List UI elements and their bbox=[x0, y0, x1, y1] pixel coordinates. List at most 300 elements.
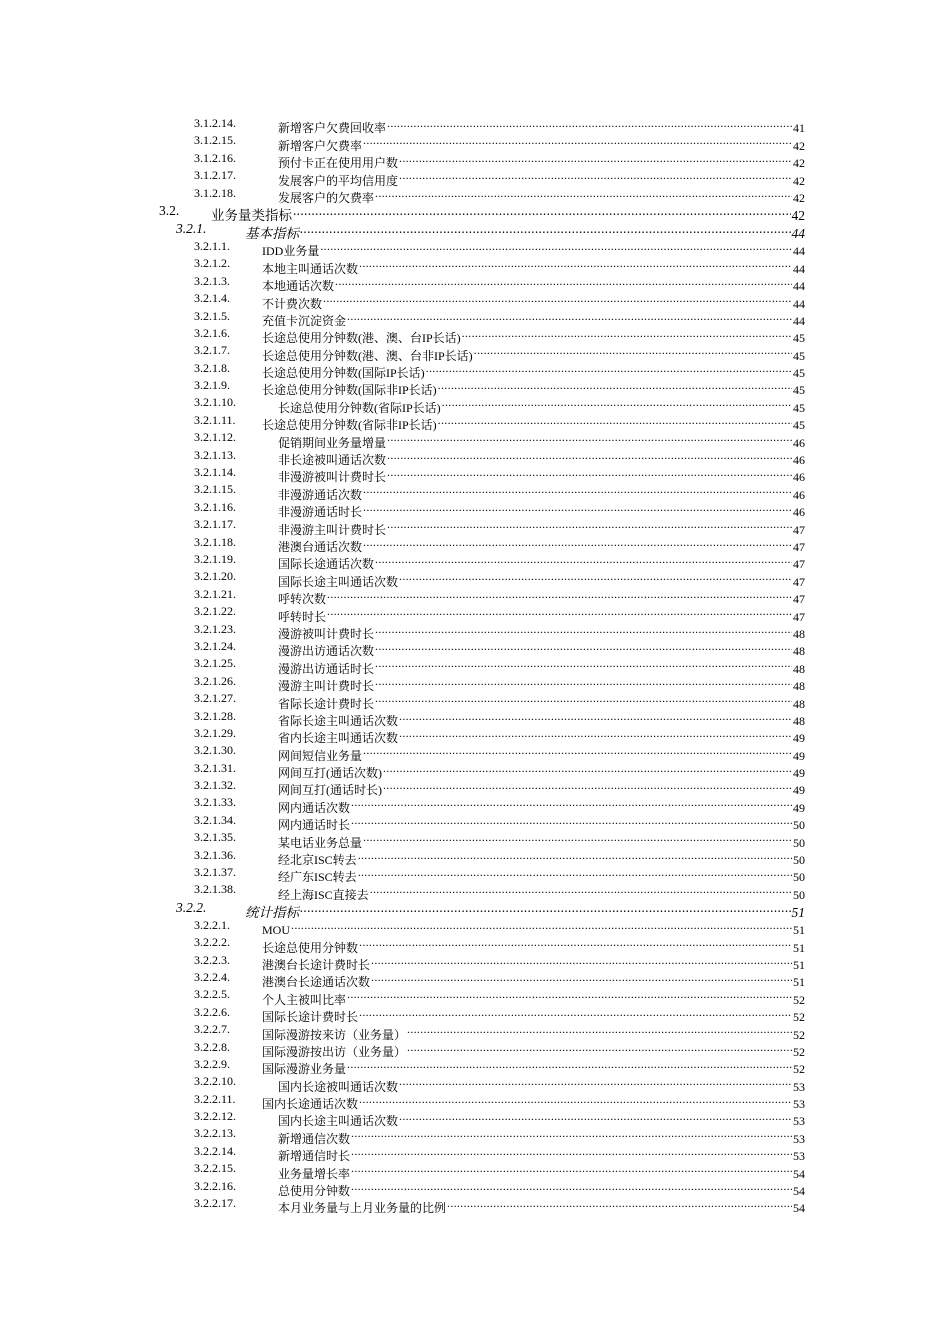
toc-entry[interactable] bbox=[0, 603, 950, 624]
toc-entry-number: 3.2.1.33. bbox=[194, 795, 236, 810]
dot-leader bbox=[387, 516, 792, 533]
toc-entry[interactable] bbox=[0, 621, 950, 641]
toc-entry[interactable] bbox=[0, 1178, 950, 1199]
toc-entry-title: 新增客户欠费回收率 bbox=[278, 121, 387, 136]
toc-entry-title: 某电话业务总量 bbox=[278, 835, 363, 850]
dot-leader bbox=[375, 655, 792, 672]
toc-entry[interactable] bbox=[0, 829, 950, 850]
dot-leader bbox=[407, 1021, 792, 1038]
toc-entry-number: 3.1.2.16. bbox=[194, 150, 236, 165]
toc-entry-number: 3.2.1.6. bbox=[194, 325, 230, 340]
dot-leader bbox=[351, 1160, 792, 1177]
toc-entry[interactable] bbox=[0, 917, 950, 938]
dot-leader bbox=[358, 864, 792, 881]
toc-entry-title: 网内通话次数 bbox=[278, 800, 351, 815]
toc-entry-title: 长途总使用分钟数(省际IP长话) bbox=[278, 400, 441, 415]
toc-entry-page-number: 44 bbox=[793, 313, 805, 328]
toc-entry-title: 港澳台通话次数 bbox=[278, 539, 363, 554]
toc-entry-page-number: 41 bbox=[793, 121, 805, 136]
toc-entry[interactable] bbox=[0, 325, 950, 346]
dot-leader bbox=[363, 132, 792, 149]
dot-leader bbox=[351, 794, 792, 811]
toc-entry-number: 3.1.2.17. bbox=[194, 168, 236, 183]
toc-entry-page-number: 47 bbox=[793, 609, 805, 624]
toc-entry-title: 长途总使用分钟数 bbox=[262, 940, 359, 955]
toc-entry-number: 3.2.1.32. bbox=[194, 778, 236, 793]
dot-leader bbox=[327, 603, 792, 620]
toc-entry-number: 3.2.2.8. bbox=[194, 1039, 230, 1054]
toc-entry-title: 呼转次数 bbox=[278, 592, 327, 607]
dot-leader bbox=[399, 708, 792, 725]
toc-entry[interactable] bbox=[0, 481, 950, 502]
toc-entry-title: 国际漫游按来访（业务量） bbox=[262, 1027, 407, 1042]
toc-entry[interactable] bbox=[0, 586, 950, 607]
toc-entry[interactable] bbox=[0, 1125, 950, 1146]
toc-entry[interactable] bbox=[0, 708, 950, 728]
toc-entry[interactable] bbox=[0, 238, 950, 259]
toc-entry-title: 充值卡沉淀资金 bbox=[262, 313, 347, 328]
dot-leader bbox=[387, 429, 792, 446]
toc-entry-title: 呼转时长 bbox=[278, 609, 327, 624]
toc-entry-title: 非漫游通话次数 bbox=[278, 487, 363, 502]
toc-entry[interactable] bbox=[0, 847, 950, 868]
toc-entry-number: 3.2.2.10. bbox=[194, 1074, 236, 1089]
toc-entry[interactable] bbox=[0, 952, 950, 972]
toc-entry-number: 3.2.1.24. bbox=[194, 638, 236, 653]
toc-entry-page-number: 47 bbox=[793, 522, 805, 537]
toc-entry-number: 3.2.1.20. bbox=[194, 569, 236, 584]
toc-entry-number: 3.2.1.25. bbox=[194, 656, 236, 671]
toc-entry-number: 3.2.1.23. bbox=[194, 621, 236, 636]
toc-entry-title: 非漫游被叫计费时长 bbox=[278, 470, 387, 485]
toc-entry-title: 省际长途计费时长 bbox=[278, 696, 375, 711]
toc-entry[interactable] bbox=[0, 273, 950, 294]
toc-entry-page-number: 44 bbox=[793, 244, 805, 259]
toc-entry-number: 3.2.2.15. bbox=[194, 1161, 236, 1176]
toc-entry-number: 3.2.2.13. bbox=[194, 1126, 236, 1141]
toc-entry[interactable] bbox=[0, 447, 950, 468]
toc-entry-title: 港澳台长途通话次数 bbox=[262, 975, 371, 990]
toc-entry-number: 3.2.2.4. bbox=[194, 969, 230, 984]
toc-entry-number: 3.2.1.3. bbox=[194, 273, 230, 288]
toc-entry-number: 3.2.1.35. bbox=[194, 830, 236, 845]
toc-entry-title: 国际长途主叫通话次数 bbox=[278, 574, 399, 589]
toc-entry-page-number: 49 bbox=[793, 731, 805, 746]
toc-entry-page-number: 48 bbox=[793, 626, 805, 641]
toc-entry-page-number: 45 bbox=[793, 331, 805, 346]
toc-entry-title: 业务量增长率 bbox=[278, 1166, 351, 1181]
toc-entry-page-number: 52 bbox=[793, 1027, 805, 1042]
toc-entry[interactable] bbox=[0, 760, 950, 781]
dot-leader bbox=[363, 534, 792, 551]
toc-entry-page-number: 46 bbox=[793, 435, 805, 450]
dot-leader bbox=[375, 551, 792, 568]
toc-entry-number: 3.2.2.5. bbox=[194, 987, 230, 1002]
toc-entry[interactable] bbox=[0, 220, 950, 241]
dot-leader bbox=[375, 621, 792, 638]
toc-entry-title: 发展客户的欠费率 bbox=[278, 190, 375, 205]
dot-leader bbox=[323, 290, 792, 307]
dot-leader bbox=[359, 934, 792, 951]
toc-entry-title: 国际漫游按出访（业务量） bbox=[262, 1044, 407, 1059]
toc-entry-title: 长途总使用分钟数(港、澳、台非IP长话) bbox=[262, 348, 473, 363]
toc-entry-page-number: 49 bbox=[793, 783, 805, 798]
toc-entry[interactable] bbox=[0, 412, 950, 433]
toc-entry-title: 漫游出访通话时长 bbox=[278, 661, 375, 676]
toc-entry-number: 3.2.1.30. bbox=[194, 743, 236, 758]
toc-entry-title: 漫游主叫计费时长 bbox=[278, 679, 375, 694]
dot-leader bbox=[426, 360, 792, 377]
dot-leader bbox=[293, 202, 791, 220]
dot-leader bbox=[358, 847, 792, 864]
toc-entry-number: 3.2.2.3. bbox=[194, 952, 230, 967]
toc-entry-page-number: 51 bbox=[793, 940, 805, 955]
dot-leader bbox=[335, 273, 792, 290]
toc-entry[interactable] bbox=[0, 1056, 950, 1077]
toc-entry[interactable] bbox=[0, 899, 950, 920]
dot-leader bbox=[438, 377, 792, 394]
toc-entry[interactable] bbox=[0, 150, 950, 171]
dot-leader bbox=[387, 115, 792, 132]
toc-entry[interactable] bbox=[0, 742, 950, 763]
toc-entry-title: 漫游出访通话次数 bbox=[278, 644, 375, 659]
toc-entry-number: 3.2.1.34. bbox=[194, 812, 236, 827]
toc-entry-number: 3.1.2.15. bbox=[194, 133, 236, 148]
dot-leader bbox=[399, 167, 792, 184]
toc-entry-page-number: 45 bbox=[793, 348, 805, 363]
toc-entry[interactable] bbox=[0, 881, 950, 902]
toc-entry[interactable] bbox=[0, 342, 950, 363]
toc-entry[interactable] bbox=[0, 377, 950, 398]
toc-entry-page-number: 48 bbox=[793, 713, 805, 728]
toc-entry-title: 预付卡正在使用用户数 bbox=[278, 156, 399, 171]
toc-entry-title: 新增通信时长 bbox=[278, 1149, 351, 1164]
toc-entry-number: 3.2.1.17. bbox=[194, 517, 236, 532]
toc-entry-page-number: 42 bbox=[793, 173, 805, 188]
toc-entry-number: 3.2.1.37. bbox=[194, 865, 236, 880]
toc-entry-page-number: 51 bbox=[793, 975, 805, 990]
toc-entry[interactable] bbox=[0, 255, 950, 276]
toc-entry-title: 本月业务量与上月业务量的比例 bbox=[278, 1201, 447, 1216]
toc-entry-title: 经广东ISC转去 bbox=[278, 870, 357, 885]
dot-leader bbox=[387, 447, 792, 464]
toc-entry-title: MOU bbox=[262, 923, 291, 938]
toc-entry-page-number: 47 bbox=[793, 557, 805, 572]
toc-entry[interactable] bbox=[0, 812, 950, 833]
dot-leader bbox=[347, 986, 792, 1003]
dot-leader bbox=[351, 1125, 792, 1142]
toc-entry[interactable] bbox=[0, 534, 950, 554]
dot-leader bbox=[371, 969, 792, 986]
toc-entry-number: 3.2.1.18. bbox=[194, 534, 236, 549]
toc-entry-title: 网内通话时长 bbox=[278, 818, 351, 833]
toc-entry-title: 业务量类指标 bbox=[211, 207, 292, 223]
dot-leader bbox=[399, 1073, 792, 1090]
toc-entry-page-number: 49 bbox=[793, 748, 805, 763]
toc-entry-page-number: 51 bbox=[793, 957, 805, 972]
toc-entry-title: 长途总使用分钟数(港、澳、台IP长话) bbox=[262, 331, 461, 346]
dot-leader bbox=[363, 829, 792, 846]
toc-entry-number: 3.2.2.12. bbox=[194, 1109, 236, 1124]
toc-entry-page-number: 54 bbox=[793, 1184, 805, 1199]
toc-entry[interactable] bbox=[0, 464, 950, 485]
toc-entry-title: 个人主被叫比率 bbox=[262, 992, 347, 1007]
dot-leader bbox=[383, 777, 792, 794]
toc-entry-title: 基本指标 bbox=[245, 225, 299, 241]
toc-entry[interactable] bbox=[0, 185, 950, 205]
toc-entry-title: 长途总使用分钟数(省际非IP长话) bbox=[262, 418, 437, 433]
toc-entry-title: 国际长途计费时长 bbox=[262, 1010, 359, 1025]
toc-entry-number: 3.2.1.38. bbox=[194, 882, 236, 897]
dot-leader bbox=[407, 1039, 792, 1056]
toc-entry-number: 3.2.1.1. bbox=[194, 238, 230, 253]
toc-entry-number: 3.2.1.16. bbox=[194, 499, 236, 514]
toc-entry-page-number: 52 bbox=[793, 1062, 805, 1077]
toc-entry[interactable] bbox=[0, 1160, 950, 1181]
toc-entry-page-number: 49 bbox=[793, 800, 805, 815]
toc-entry[interactable] bbox=[0, 429, 950, 450]
dot-leader bbox=[399, 150, 792, 167]
dot-leader bbox=[359, 1004, 792, 1021]
toc-entry-page-number: 46 bbox=[793, 470, 805, 485]
toc-entry-page-number: 48 bbox=[793, 696, 805, 711]
toc-entry-title: 国际漫游业务量 bbox=[262, 1062, 347, 1077]
dot-leader bbox=[300, 899, 791, 917]
dot-leader bbox=[375, 673, 792, 690]
toc-entry-number: 3.2.1.2. bbox=[194, 256, 230, 271]
toc-entry[interactable] bbox=[0, 1091, 950, 1112]
toc-entry-number: 3.2.1.21. bbox=[194, 586, 236, 601]
toc-entry[interactable] bbox=[0, 934, 950, 955]
toc-entry-title: 非漫游主叫计费时长 bbox=[278, 522, 387, 537]
toc-entry[interactable] bbox=[0, 132, 950, 153]
toc-entry-page-number: 48 bbox=[793, 679, 805, 694]
toc-entry-title: 网间短信业务量 bbox=[278, 748, 363, 763]
dot-leader bbox=[347, 1056, 792, 1073]
toc-entry-title: 港澳台长途计费时长 bbox=[262, 957, 371, 972]
toc-entry-number: 3.2.1.28. bbox=[194, 708, 236, 723]
toc-entry[interactable] bbox=[0, 568, 950, 589]
toc-entry-page-number: 52 bbox=[793, 1044, 805, 1059]
toc-entry-number: 3.2.2. bbox=[176, 899, 207, 915]
toc-entry-page-number: 47 bbox=[793, 539, 805, 554]
toc-entry-page-number: 48 bbox=[793, 644, 805, 659]
toc-entry-page-number: 46 bbox=[793, 487, 805, 502]
toc-entry-number: 3.1.2.14. bbox=[194, 116, 236, 130]
toc-entry[interactable] bbox=[0, 794, 950, 815]
toc-entry-title: 本地主叫通话次数 bbox=[262, 261, 359, 276]
toc-entry-number: 3.2.1.22. bbox=[194, 604, 236, 619]
toc-entry-title: 国内长途主叫通话次数 bbox=[278, 1114, 399, 1129]
toc-entry-number: 3.2.1.5. bbox=[194, 308, 230, 323]
toc-entry[interactable] bbox=[0, 1073, 950, 1094]
toc-entry-page-number: 50 bbox=[793, 887, 805, 902]
toc-entry[interactable] bbox=[0, 394, 950, 415]
toc-entry[interactable] bbox=[0, 167, 950, 188]
dot-leader bbox=[351, 1178, 792, 1195]
table-of-contents bbox=[0, 115, 950, 1216]
toc-entry[interactable] bbox=[0, 777, 950, 798]
toc-entry-title: 国际长途通话次数 bbox=[278, 557, 375, 572]
dot-leader bbox=[363, 742, 792, 759]
dot-leader bbox=[375, 638, 792, 655]
toc-entry-title: 省内长途主叫通话次数 bbox=[278, 731, 399, 746]
toc-entry[interactable] bbox=[0, 360, 950, 381]
toc-entry-number: 3.2.1.10. bbox=[194, 395, 236, 410]
toc-entry-page-number: 50 bbox=[793, 818, 805, 833]
dot-leader bbox=[399, 725, 792, 742]
toc-entry-title: 经北京ISC转去 bbox=[278, 853, 357, 868]
toc-entry[interactable] bbox=[0, 1195, 950, 1216]
toc-entry-page-number: 53 bbox=[793, 1097, 805, 1112]
toc-entry-page-number: 50 bbox=[793, 870, 805, 885]
dot-leader bbox=[462, 325, 792, 342]
toc-entry-number: 3.2.2.17. bbox=[194, 1196, 236, 1211]
toc-entry-number: 3.2.2.7. bbox=[194, 1022, 230, 1037]
toc-entry-number: 3.2.2.6. bbox=[194, 1004, 230, 1019]
toc-entry-number: 3.2.1.26. bbox=[194, 673, 236, 688]
toc-entry-page-number: 52 bbox=[793, 992, 805, 1007]
toc-entry-number: 3.2.1.8. bbox=[194, 360, 230, 375]
toc-entry[interactable] bbox=[0, 202, 950, 223]
toc-entry-title: 不计费次数 bbox=[262, 296, 323, 311]
toc-entry-number: 3.2.1. bbox=[176, 220, 207, 236]
dot-leader bbox=[320, 238, 792, 255]
toc-entry-title: 发展客户的平均信用度 bbox=[278, 173, 399, 188]
dot-leader bbox=[370, 881, 792, 898]
dot-leader bbox=[359, 1091, 792, 1108]
toc-entry-page-number: 50 bbox=[793, 853, 805, 868]
toc-entry-number: 3.1.2.18. bbox=[194, 185, 236, 200]
toc-entry-title: 总使用分钟数 bbox=[278, 1184, 351, 1199]
toc-entry-page-number: 53 bbox=[793, 1149, 805, 1164]
toc-entry-number: 3.2.1.15. bbox=[194, 482, 236, 497]
toc-entry-page-number: 45 bbox=[793, 418, 805, 433]
toc-entry-title: 漫游被叫计费时长 bbox=[278, 626, 375, 641]
toc-entry-title: IDD业务量 bbox=[262, 244, 320, 259]
dot-leader bbox=[300, 220, 791, 238]
toc-entry-page-number: 54 bbox=[793, 1201, 805, 1216]
toc-entry[interactable] bbox=[0, 499, 950, 520]
dot-leader bbox=[399, 568, 792, 585]
toc-entry-page-number: 47 bbox=[793, 592, 805, 607]
toc-entry[interactable] bbox=[0, 1039, 950, 1059]
toc-entry[interactable] bbox=[0, 969, 950, 990]
toc-entry[interactable] bbox=[0, 551, 950, 572]
toc-entry-number: 3.2.1.13. bbox=[194, 447, 236, 462]
toc-entry[interactable] bbox=[0, 655, 950, 676]
toc-entry-page-number: 47 bbox=[793, 574, 805, 589]
toc-entry-page-number: 42 bbox=[793, 138, 805, 153]
toc-entry-page-number: 53 bbox=[793, 1114, 805, 1129]
toc-entry-page-number: 44 bbox=[793, 279, 805, 294]
toc-entry-number: 3.2.2.11. bbox=[194, 1091, 236, 1106]
toc-entry-number: 3.2.1.14. bbox=[194, 465, 236, 480]
toc-entry-page-number: 42 bbox=[793, 190, 805, 205]
toc-entry-page-number: 53 bbox=[793, 1079, 805, 1094]
toc-entry-page-number: 46 bbox=[793, 453, 805, 468]
toc-entry-page-number: 44 bbox=[793, 296, 805, 311]
dot-leader bbox=[351, 1143, 792, 1160]
toc-entry[interactable] bbox=[0, 1021, 950, 1042]
toc-entry[interactable] bbox=[0, 673, 950, 694]
toc-entry[interactable] bbox=[0, 986, 950, 1007]
toc-entry-title: 新增通信次数 bbox=[278, 1131, 351, 1146]
toc-entry-title: 网间互打(通话时长) bbox=[278, 783, 382, 798]
toc-entry-number: 3.2.1.36. bbox=[194, 847, 236, 862]
toc-entry-page-number: 53 bbox=[793, 1131, 805, 1146]
toc-entry-number: 3.2.1.11. bbox=[194, 412, 236, 427]
toc-entry-title: 国内长途被叫通话次数 bbox=[278, 1079, 399, 1094]
dot-leader bbox=[327, 586, 792, 603]
dot-leader bbox=[447, 1195, 792, 1212]
toc-entry[interactable] bbox=[0, 864, 950, 885]
toc-entry-leader-line bbox=[278, 1195, 805, 1218]
toc-entry-title: 统计指标 bbox=[245, 904, 299, 920]
toc-entry-title: 非长途被叫通话次数 bbox=[278, 453, 387, 468]
toc-entry-page-number: 51 bbox=[791, 904, 805, 920]
toc-entry[interactable] bbox=[0, 1143, 950, 1164]
toc-entry-page-number: 49 bbox=[793, 766, 805, 781]
toc-entry[interactable] bbox=[0, 1108, 950, 1129]
toc-entry[interactable] bbox=[0, 725, 950, 746]
toc-entry[interactable] bbox=[0, 115, 950, 136]
toc-entry-number: 3.2.2.16. bbox=[194, 1178, 236, 1193]
toc-entry-page-number: 51 bbox=[793, 923, 805, 938]
toc-entry-title: 非漫游通话时长 bbox=[278, 505, 363, 520]
dot-leader bbox=[363, 499, 792, 516]
dot-leader bbox=[351, 812, 792, 829]
dot-leader bbox=[371, 952, 792, 969]
toc-entry-number: 3.2. bbox=[159, 202, 180, 218]
toc-entry-number: 3.2.1.19. bbox=[194, 551, 236, 566]
toc-entry-page-number: 45 bbox=[793, 400, 805, 415]
toc-entry-title: 本地通话次数 bbox=[262, 279, 335, 294]
dot-leader bbox=[375, 690, 792, 707]
toc-entry[interactable] bbox=[0, 308, 950, 328]
toc-entry-title: 促销期间业务量增量 bbox=[278, 435, 387, 450]
toc-entry-number: 3.2.1.7. bbox=[194, 343, 230, 358]
toc-entry[interactable] bbox=[0, 690, 950, 711]
toc-entry-number: 3.2.2.14. bbox=[194, 1143, 236, 1158]
dot-leader bbox=[359, 255, 792, 272]
dot-leader bbox=[291, 917, 792, 934]
toc-entry-number: 3.2.2.9. bbox=[194, 1056, 230, 1071]
toc-entry-page-number: 52 bbox=[793, 1010, 805, 1025]
toc-entry-title: 长途总使用分钟数(国际非IP长话) bbox=[262, 383, 437, 398]
toc-entry-title: 长途总使用分钟数(国际IP长话) bbox=[262, 366, 425, 381]
toc-entry-page-number: 42 bbox=[793, 156, 805, 171]
toc-entry-title: 网间互打(通话次数) bbox=[278, 766, 382, 781]
toc-entry-title: 经上海ISC直接去 bbox=[278, 887, 369, 902]
toc-entry[interactable] bbox=[0, 1004, 950, 1025]
dot-leader bbox=[387, 464, 792, 481]
toc-entry-number: 3.2.2.1. bbox=[194, 917, 230, 932]
toc-entry[interactable] bbox=[0, 290, 950, 311]
dot-leader bbox=[347, 308, 792, 325]
toc-entry-page-number: 42 bbox=[791, 207, 805, 223]
dot-leader bbox=[442, 394, 792, 411]
toc-entry-title: 新增客户欠费率 bbox=[278, 138, 363, 153]
toc-entry-number: 3.2.1.4. bbox=[194, 291, 230, 306]
toc-entry-title: 省际长途主叫通话次数 bbox=[278, 713, 399, 728]
dot-leader bbox=[383, 760, 792, 777]
toc-entry[interactable] bbox=[0, 516, 950, 537]
toc-entry-page-number: 44 bbox=[793, 261, 805, 276]
dot-leader bbox=[438, 412, 792, 429]
toc-entry[interactable] bbox=[0, 638, 950, 659]
toc-entry-number: 3.2.1.12. bbox=[194, 430, 236, 445]
